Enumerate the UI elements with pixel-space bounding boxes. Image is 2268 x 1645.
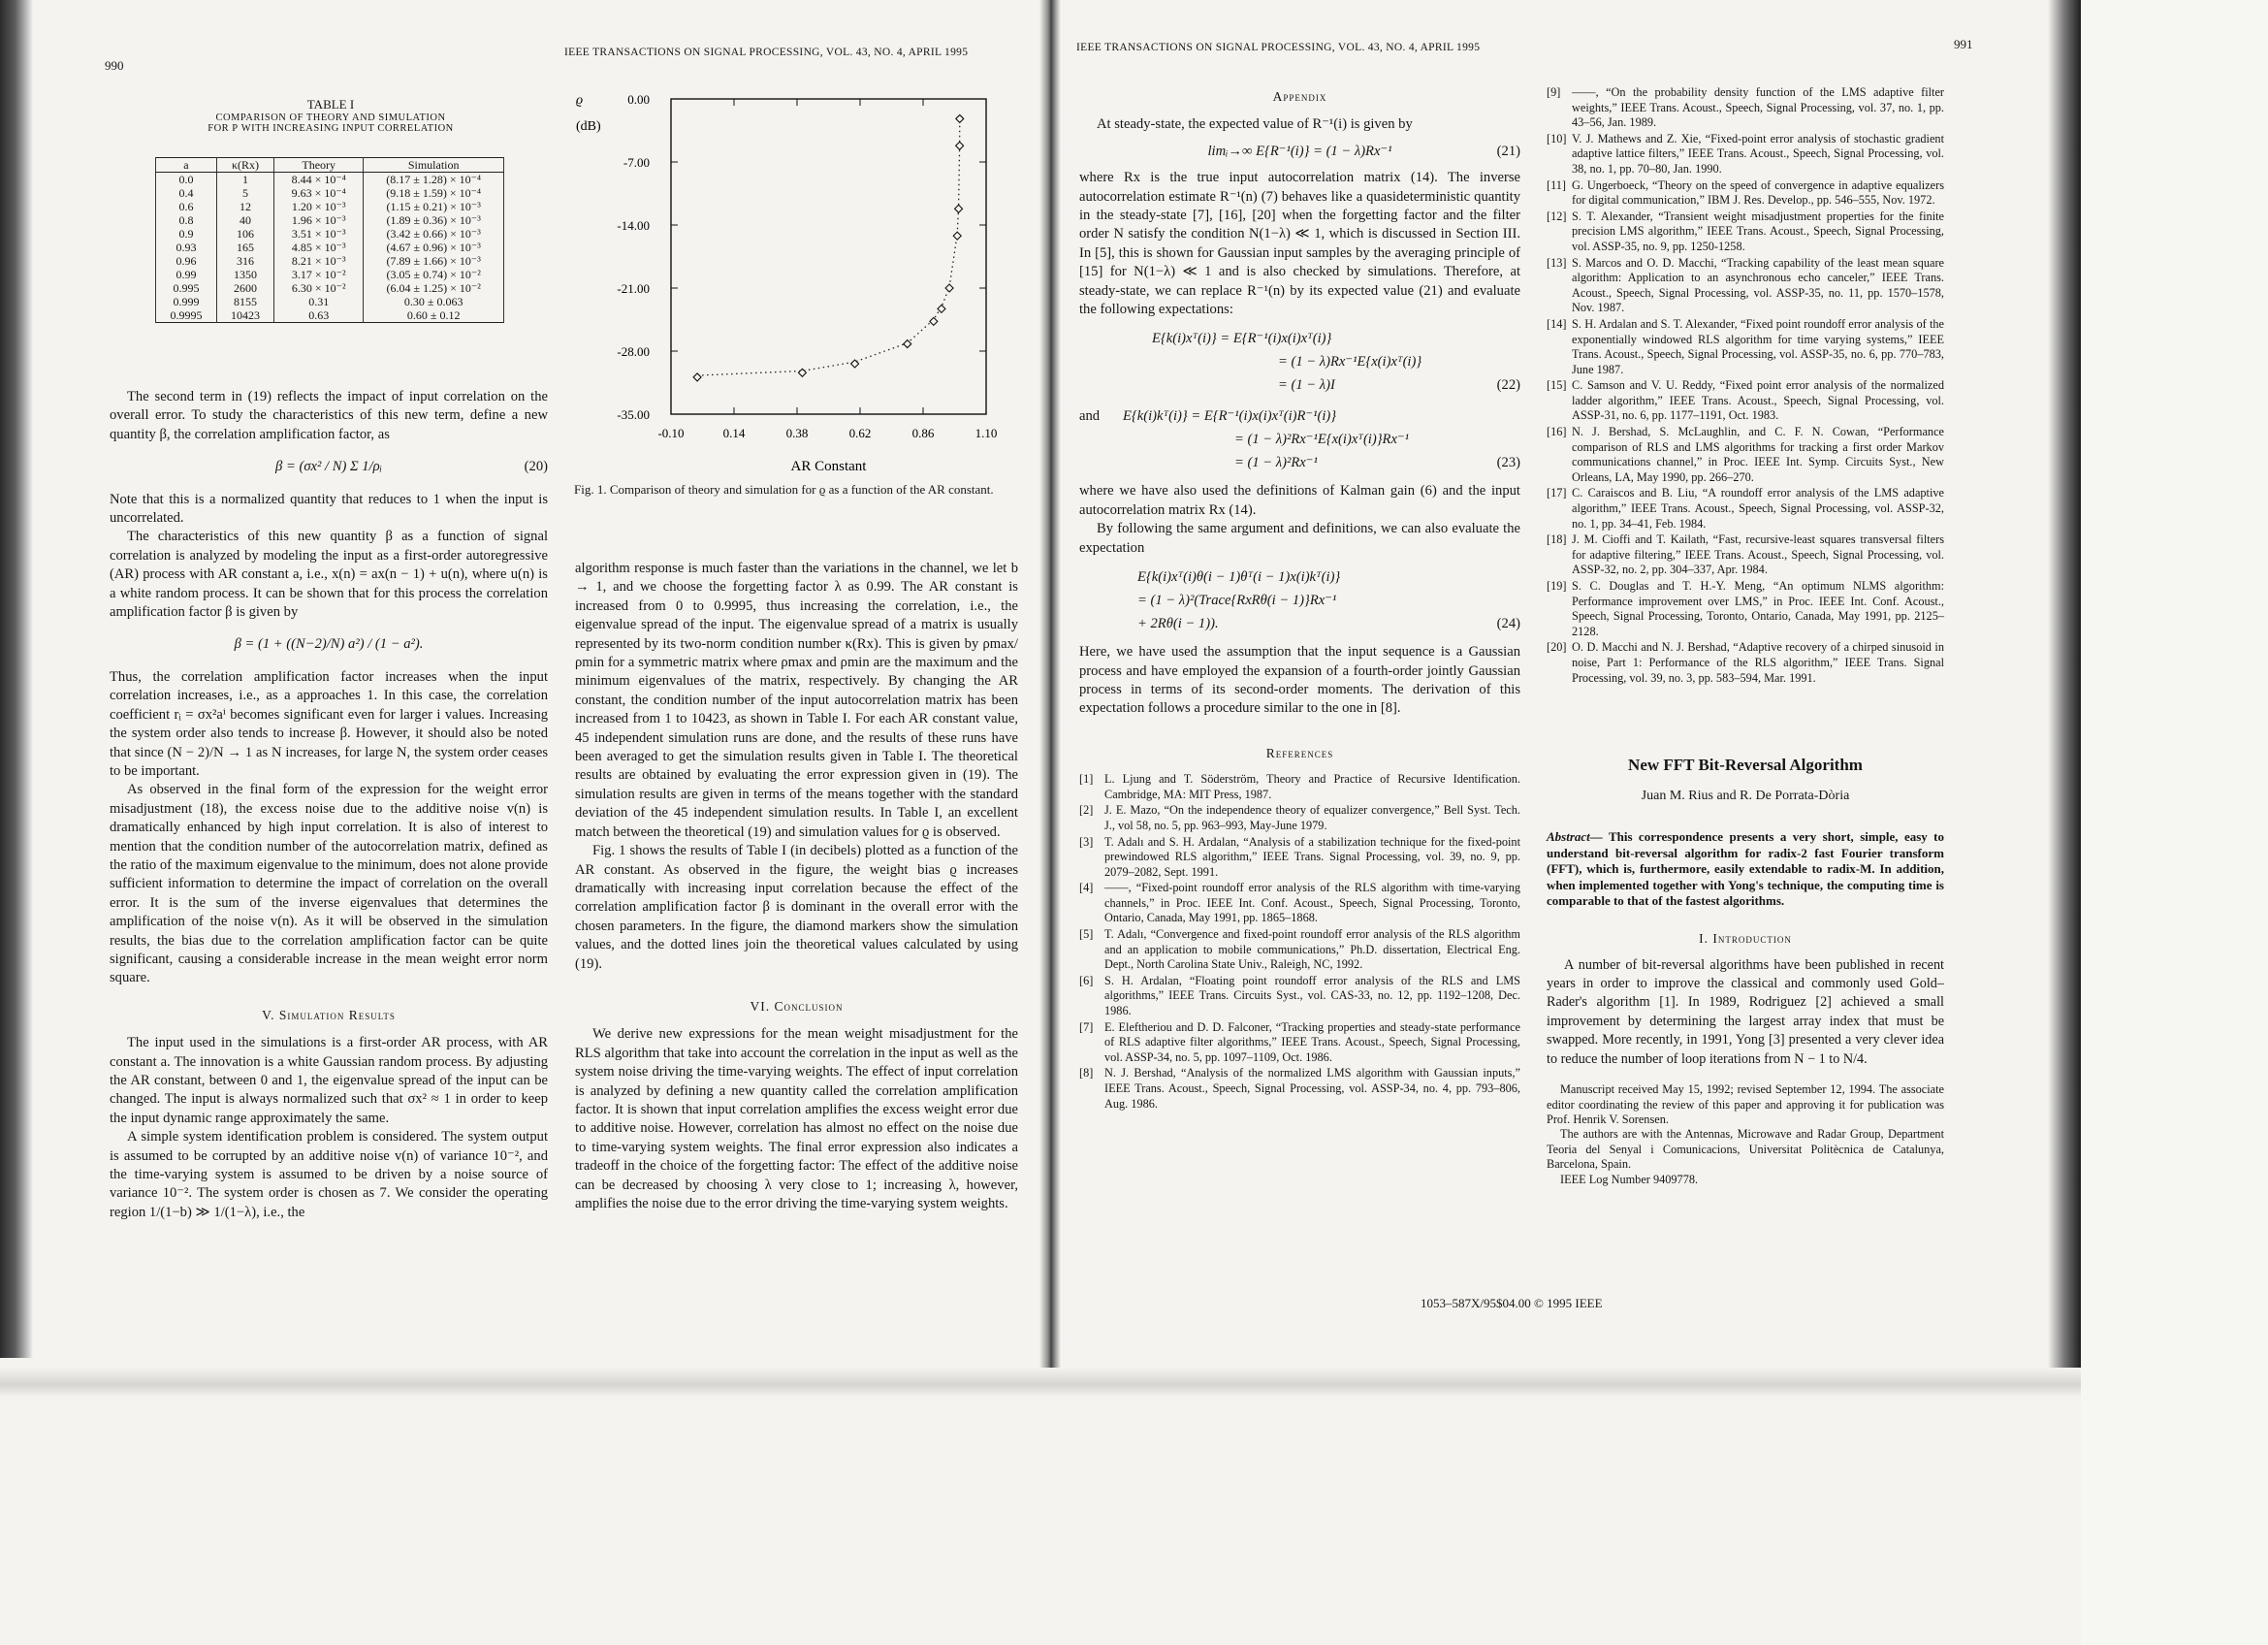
equation-text: β = (σx² / N) Σ 1/ρᵢ xyxy=(275,459,382,475)
scan-shadow-bottom xyxy=(0,1368,2081,1397)
table-cell: (1.89 ± 0.36) × 10⁻³ xyxy=(364,213,504,227)
equation-line: E{k(i)xᵀ(i)θ(i − 1)θᵀ(i − 1)x(i)kᵀ(i)} xyxy=(1137,569,1341,586)
y-tick-label: -7.00 xyxy=(623,155,650,170)
paragraph: The second term in (19) reflects the impact of input correlation on the overall error. To study the characteristics of this new term, define a new quantity β, the correlation amplification factor, as xyxy=(110,389,548,442)
table-cell: 0.99 xyxy=(156,268,217,281)
reference-item xyxy=(1079,927,1520,973)
x-tick-label: 0.62 xyxy=(848,426,872,440)
table-cell: 10423 xyxy=(216,308,273,323)
table-cell: 0.8 xyxy=(156,213,217,227)
reference-text: S. T. Alexander, “Transient weight misadjustment properties for the finite precision LMS algorithm,” IEEE Trans. Acoust., Speech, Signal Processing, vol. ASSP-35, no. 9, pp. 1250-1258. xyxy=(1572,209,1944,253)
table-row xyxy=(156,254,504,268)
equation-20 xyxy=(110,458,548,476)
scan-shadow-left xyxy=(0,0,33,1358)
reference-number: [19] xyxy=(1547,579,1567,593)
chart-svg xyxy=(574,87,1020,475)
paragraph: A simple system identification problem is considered. The system output is assumed to be corrupted by an additive noise v(n) of variance 10⁻², and the time-varying system is assumed to be driven by a noise source of variance 10⁻². The system order is chosen as 7. We consider the operating region 1/(1−b) ≫ 1/(1−λ), i.e., the xyxy=(110,1129,548,1220)
simulation-marker xyxy=(930,317,938,325)
x-tick-label: -0.10 xyxy=(657,426,685,440)
reference-text: N. J. Bershad, “Analysis of the normalized LMS algorithm with Gaussian inputs,” IEEE Trans. Acoust., Speech, Signal Processing, vol. ASSP-34, no. 4, pp. 793–806, Aug. 1986. xyxy=(1104,1066,1520,1111)
paragraph: As observed in the final form of the expression for the weight error misadjustment (18), the excess noise due to the additive noise v(n) is dramatically enhanced by high input correlation. It is also of interest to mention that the condition number of the autocorrelation matrix, defined as the ratio of the maximum eigenvalue to the minimum, does not alone provide sufficient information to determine the impact of correlation on the overall error. It is the sum of the inverse eigenvalues that determines the amplification of the noise v(n). As it will be observed in the simulation results, the bias due to the correlation amplification factor can be quite significant, causing a considerable increase in the mean weight error norm square. xyxy=(110,782,548,986)
paragraph: We derive new expressions for the mean weight misadjustment for the RLS algorithm that take into account the correlation in the input as well as the system noise driving the time-varying weights. The effect of input correlation is analyzed by defining a new quantity called the correlation amplification factor. It is shown that input correlation amplifies the excess weight error due to additive noise. However, correlation has almost no effect on the noise due to time-varying system weights. The final error expression also indicates a tradeoff in the choice of the forgetting factor: The effect of the additive noise can be decreased by choosing λ very close to 1; increasing λ, however, amplifies the noise due to the error driving the time-varying system weights. xyxy=(575,1026,1018,1211)
table-cell: (4.67 ± 0.96) × 10⁻³ xyxy=(364,241,504,254)
table-header-cell: a xyxy=(156,158,217,173)
reference-item xyxy=(1079,881,1520,926)
table-row xyxy=(156,241,504,254)
theory-series-line xyxy=(697,117,960,376)
abstract-label: Abstract— xyxy=(1547,829,1603,845)
equation-23 xyxy=(1079,404,1520,474)
reference-item xyxy=(1547,210,1944,255)
scanner-bed xyxy=(2081,0,2268,1645)
reference-text: S. C. Douglas and T. H.-Y. Meng, “An optimum NLMS algorithm: Performance improvement over LMS,” in Proc. IEEE Int. Conf. Acoust., Speech, Signal Processing, Toronto, Ontario, Canada, May 1991, pp. 2125–2128. xyxy=(1572,579,1944,638)
table-cell: (7.89 ± 1.66) × 10⁻³ xyxy=(364,254,504,268)
equation-line: = (1 − λ)I xyxy=(1278,377,1335,394)
reference-number: [2] xyxy=(1079,803,1094,818)
page-number-left: 990 xyxy=(105,58,124,73)
reference-number: [20] xyxy=(1547,640,1567,655)
reference-number: [4] xyxy=(1079,881,1094,895)
simulation-marker xyxy=(945,284,953,292)
reference-number: [15] xyxy=(1547,378,1567,393)
reference-text: E. Eleftheriou and D. D. Falconer, “Tracking properties and steady-state performance of RLS adaptive filter algorithms,” IEEE Trans. Acoust., Speech, Signal Processing, vol. ASSP-34, no. 5, pp. 1097–1109, Oct. 1986. xyxy=(1104,1019,1520,1064)
table-cell: 1.96 × 10⁻³ xyxy=(274,213,364,227)
table-cell: 0.4 xyxy=(156,186,217,200)
reference-list xyxy=(1547,85,1944,686)
footnotes xyxy=(1547,1082,1944,1187)
article-title: New FFT Bit-Reversal Algorithm xyxy=(1628,756,1863,775)
table-caption xyxy=(155,97,506,134)
table-cell: (9.18 ± 1.59) × 10⁻⁴ xyxy=(364,186,504,200)
simulation-marker xyxy=(956,114,964,122)
reference-text: L. Ljung and T. Söderström, Theory and Practice of Recursive Identification. Cambridge, MA: MIT Press, 1987. xyxy=(1104,772,1520,801)
reference-item xyxy=(1079,1066,1520,1112)
table-cell: 1350 xyxy=(216,268,273,281)
reference-item xyxy=(1547,317,1944,377)
table-row xyxy=(156,186,504,200)
reference-item xyxy=(1079,974,1520,1019)
table-cell: 0.6 xyxy=(156,200,217,213)
equation-number: (22) xyxy=(1496,377,1520,394)
equation-24 xyxy=(1079,565,1520,635)
reference-item xyxy=(1079,1020,1520,1066)
reference-item xyxy=(1079,803,1520,833)
equation-line: E{k(i)kᵀ(i)} = E{R⁻¹(i)x(i)xᵀ(i)R⁻¹(i)} xyxy=(1123,408,1337,425)
y-tick-label: -21.00 xyxy=(617,281,650,296)
reference-number: [11] xyxy=(1547,177,1567,192)
equation-text: β = (1 + ((N−2)/N) a²) / (1 − a²). xyxy=(234,636,424,653)
table-cell: 0.30 ± 0.063 xyxy=(364,295,504,308)
table-cell: (3.05 ± 0.74) × 10⁻² xyxy=(364,268,504,281)
table-row xyxy=(156,281,504,295)
table-caption-line1: COMPARISON OF THEORY AND SIMULATION xyxy=(215,113,446,123)
left-page-col2 xyxy=(575,560,1018,1213)
table-cell: 0.995 xyxy=(156,281,217,295)
y-tick-label: -28.00 xyxy=(617,344,650,359)
paragraph: Thus, the correlation amplification factor increases when the input correlation increases, i.e., as a approaches 1. In this case, the correlation coefficient rᵢ = σx²aⁱ becomes significant even for larger i values. Increasing the system order also tends to increase β. However, it should also be noted that since (N − 2)/N → 1 as N increases, for large N, the system order ceases to be important. xyxy=(110,668,548,779)
equation-22 xyxy=(1079,327,1520,397)
table-cell: 0.93 xyxy=(156,241,217,254)
table-cell: (1.15 ± 0.21) × 10⁻³ xyxy=(364,200,504,213)
y-axis-symbol: ϱ xyxy=(576,93,584,108)
reference-text: C. Samson and V. U. Reddy, “Fixed point error analysis of the normalized ladder algorithm,” IEEE Trans. Acoust., Speech, Signal Processing, vol. ASSP-31, no. 6, pp. 1177–1191, Oct. 1983. xyxy=(1572,378,1944,423)
table-1 xyxy=(155,157,504,323)
table-cell: (8.17 ± 1.28) × 10⁻⁴ xyxy=(364,173,504,187)
y-tick-label: 0.00 xyxy=(627,92,650,107)
table-cell: 0.999 xyxy=(156,295,217,308)
simulation-marker xyxy=(955,205,963,212)
y-axis-unit: (dB) xyxy=(576,119,601,134)
table-cell: 9.63 × 10⁻⁴ xyxy=(274,186,364,200)
table-cell: 4.85 × 10⁻³ xyxy=(274,241,364,254)
footnote: IEEE Log Number 9409778. xyxy=(1560,1172,1699,1186)
reference-number: [5] xyxy=(1079,927,1094,942)
equation-line: + 2Rθ(i − 1)). xyxy=(1137,616,1219,632)
table-cell: 0.31 xyxy=(274,295,364,308)
reference-number: [18] xyxy=(1547,532,1567,547)
table-cell: 6.30 × 10⁻² xyxy=(274,281,364,295)
reference-number: [16] xyxy=(1547,425,1567,439)
simulation-marker xyxy=(938,305,945,312)
simulation-marker xyxy=(904,340,911,348)
equation-line: = (1 − λ)²Rx⁻¹ xyxy=(1234,455,1318,471)
paragraph: The input used in the simulations is a first-order AR process, with AR constant a. The innovation is a white Gaussian random process. By adjusting the AR constant, between 0 and 1, the eigenvalue spread of the input can be changed. The input is always normalized such that σx² ≈ 1 in order to keep the input dynamic range approximately the same. xyxy=(110,1035,548,1126)
table-cell: 12 xyxy=(216,200,273,213)
reference-number: [17] xyxy=(1547,486,1567,500)
section-heading: VI. Conclusion xyxy=(750,998,844,1014)
reference-item xyxy=(1079,835,1520,881)
footnote: The authors are with the Antennas, Microwave and Radar Group, Department Teoria del Senyal i Comunicacions, Universitat Politècnica de Catalunya, Barcelona, Spain. xyxy=(1547,1127,1944,1172)
table-cell: 5 xyxy=(216,186,273,200)
table-cell: 0.0 xyxy=(156,173,217,187)
y-tick-label: -35.00 xyxy=(617,407,650,422)
running-head-right: IEEE TRANSACTIONS ON SIGNAL PROCESSING, VOL. 43, NO. 4, APRIL 1995 xyxy=(1076,42,1481,53)
reference-number: [9] xyxy=(1547,85,1561,99)
table-caption-line2: FOR Ρ WITH INCREASING INPUT CORRELATION xyxy=(208,123,454,134)
table-cell: 316 xyxy=(216,254,273,268)
x-tick-label: 0.38 xyxy=(785,426,809,440)
and-label: and xyxy=(1079,408,1101,425)
table-cell: 2600 xyxy=(216,281,273,295)
table-cell: 0.63 xyxy=(274,308,364,323)
reference-text: ——, “Fixed-point roundoff error analysis of the RLS algorithm with time-varying channels,” in Proc. IEEE Int. Conf. Acoust., Speech, Signal Processing, Toronto, Ontario, Canada, May 1991, pp. 1865–1868. xyxy=(1104,881,1520,925)
equation-line: = (1 − λ)²Rx⁻¹E{x(i)xᵀ(i)}Rx⁻¹ xyxy=(1234,432,1410,448)
reference-item xyxy=(1079,772,1520,802)
reference-item xyxy=(1547,532,1944,578)
table-cell: (3.42 ± 0.66) × 10⁻³ xyxy=(364,227,504,241)
reference-item xyxy=(1547,132,1944,177)
section-heading: I. Introduction xyxy=(1699,930,1792,946)
table-cell: 106 xyxy=(216,227,273,241)
table-label: TABLE I xyxy=(306,97,355,112)
right-page-col2 xyxy=(1547,85,1944,1187)
reference-text: J. E. Mazo, “On the independence theory of equalizer convergence,” Bell Syst. Tech. J., vol 58, no. 5, pp. 963–993, May-June 1979. xyxy=(1104,803,1520,832)
abstract xyxy=(1547,829,1944,910)
reference-text: T. Adalı and S. H. Ardalan, “Analysis of a stabilization technique for the fixed-point prewindowed RLS algorithm,” IEEE Trans. Signal Processing, vol. 39, no. 9, pp. 2079–2082, Sept. 1991. xyxy=(1104,834,1520,879)
reference-item xyxy=(1547,425,1944,485)
reference-number: [8] xyxy=(1079,1066,1094,1081)
x-tick-label: 0.14 xyxy=(722,426,746,440)
table-cell: 0.60 ± 0.12 xyxy=(364,308,504,323)
reference-number: [10] xyxy=(1547,131,1567,145)
reference-item xyxy=(1547,85,1944,131)
reference-text: G. Ungerboeck, “Theory on the speed of convergence in adaptive equalizers for digital communication,” IBM J. Res. Develop., pp. 546–555, Nov. 1972. xyxy=(1572,177,1944,208)
reference-text: S. Marcos and O. D. Macchi, “Tracking capability of the least mean square algorithm: Application to an asynchronous echo canceler,” IEEE Trans. Acoust., Speech, Signal Processing, vol. ASSP-35, no. 11, pp. 1570–1578, Nov. 1987. xyxy=(1572,255,1944,315)
paragraph: where Rx is the true input autocorrelation matrix (14). The inverse autocorrelation estimate R⁻¹(n) (7) behaves like a quasideterministic quantity in the steady-state [7], [16], [20] when the forgetting factor and the filter order N satisfy the condition N(1−λ) ≪ 1, which is discussed in Section III. In [5], this is shown for Gaussian input samples by the averaging principle of [15] for N(1−λ) ≪ 1 and is also checked by simulations. Therefore, at steady-state, we can replace R⁻¹(n) by its expected value (21) and evaluate the following expectations: xyxy=(1079,170,1520,318)
reference-text: V. J. Mathews and Z. Xie, “Fixed-point error analysis of stochastic gradient adaptive lattice filters,” IEEE Trans. Acoust., Speech, Signal Processing, vol. 38, no. 1, pp. 70–80, Jan. 1990. xyxy=(1572,131,1944,176)
table-cell: 3.17 × 10⁻² xyxy=(274,268,364,281)
x-tick-label: 0.86 xyxy=(911,426,935,440)
appendix xyxy=(1079,87,1520,1113)
table-cell: 8155 xyxy=(216,295,273,308)
reference-text: N. J. Bershad, S. McLaughlin, and C. F. N. Cowan, “Performance comparison of RLS and LMS algorithms for tracking a first order Markov communications channel,” in Proc. IEEE Int. Symp. Circuits Syst., New Orleans, LA, May 1990, pp. 266–270. xyxy=(1572,425,1944,484)
table-header-cell: κ(Rx) xyxy=(216,158,273,173)
table-cell: 3.51 × 10⁻³ xyxy=(274,227,364,241)
table-header-cell: Simulation xyxy=(364,158,504,173)
section-heading: V. Simulation Results xyxy=(262,1007,396,1022)
table-row xyxy=(156,308,504,323)
equation-number: (20) xyxy=(524,459,548,475)
table-cell: 0.9 xyxy=(156,227,217,241)
table-row xyxy=(156,295,504,308)
table-row xyxy=(156,173,504,187)
reference-list xyxy=(1079,772,1520,1112)
paragraph: algorithm response is much faster than the variations in the channel, we let b → 1, and we choose the forgetting factor λ as 0.99. The AR constant is increased from 0 to 0.9995, thus increasing the correlation, i.e., the eigenvalue spread of the input. The eigenvalue spread of a matrix is usually represented by its two-norm condition number κ(Rx). This is given by ρmax/ρmin for a symmetric matrix where ρmax and ρmin are the maximum and the minimum eigenvalues of the matrix, respectively. By changing the AR constant, the condition number of the input autocorrelation matrix has been increased from 1 to 10423, as shown in Table I. For each AR constant value, 45 independent simulation runs are done, and the results of these runs have been averaged to get the simulation results given in Table I. The theoretical results are obtained by evaluating the error expression given in (19). The simulation results are given in terms of the means together with the standard deviation of the 45 independent simulation results. In Table I, an excellent match between the theoretical (19) and simulation values for ϱ is observed. xyxy=(575,561,1018,840)
equation-number: (21) xyxy=(1496,143,1520,159)
reference-number: [14] xyxy=(1547,316,1567,331)
reference-number: [1] xyxy=(1079,772,1094,787)
table-cell: 0.9995 xyxy=(156,308,217,323)
reference-text: T. Adalı, “Convergence and fixed-point roundoff error analysis of the RLS algorithm and an application to mobile communications,” Ph.D. dissertation, Electrical Eng. Dept., North Carolina State Univ., Raleigh, NC, 1992. xyxy=(1104,927,1520,972)
table-cell: 1 xyxy=(216,173,273,187)
table-cell: 0.96 xyxy=(156,254,217,268)
equation-text: limᵢ→∞ E{R⁻¹(i)} = (1 − λ)Rx⁻¹ xyxy=(1207,143,1392,159)
table-row xyxy=(156,227,504,241)
table-row xyxy=(156,268,504,281)
page-number-right: 991 xyxy=(1954,37,1973,51)
table-cell: 165 xyxy=(216,241,273,254)
table-cell: 8.21 × 10⁻³ xyxy=(274,254,364,268)
equation-line: = (1 − λ)²(Trace{RxRθ(i − 1)}Rx⁻¹ xyxy=(1137,593,1337,609)
equation-number: (23) xyxy=(1496,455,1520,471)
paragraph: By following the same argument and definitions, we can also evaluate the expectation xyxy=(1079,521,1520,556)
simulation-marker xyxy=(953,232,961,240)
book-gutter xyxy=(1039,0,1061,1397)
section-heading: Appendix xyxy=(1272,89,1327,104)
simulation-marker xyxy=(956,142,964,149)
reference-number: [3] xyxy=(1079,834,1094,849)
x-tick-label: 1.10 xyxy=(974,426,998,440)
equation-line: = (1 − λ)Rx⁻¹E{x(i)xᵀ(i)} xyxy=(1278,354,1422,371)
reference-number: [7] xyxy=(1079,1019,1094,1034)
reference-text: C. Caraiscos and B. Liu, “A roundoff error analysis of the LMS adaptive algorithm,” IEEE Trans. Acoust., Speech, Signal Processing, vol. ASSP-32, no. 1, pp. 34–41, Feb. 1984. xyxy=(1572,486,1944,531)
paragraph: The characteristics of this new quantity β as a function of signal correlation is analyzed by modeling the input as a first-order autoregressive (AR) process with AR constant a, i.e., x(n) = ax(n − 1) + u(n), where u(n) is a white random process. It can be shown that for this process the correlation amplification factor β is given by xyxy=(110,529,548,621)
references-heading: References xyxy=(1265,745,1334,760)
reference-number: [13] xyxy=(1547,255,1567,270)
reference-text: S. H. Ardalan, “Floating point roundoff error analysis of the RLS and LMS algorithms,” IEEE Trans. Circuits Syst., vol. CAS-33, no. 12, pp. 1192–1208, Dec. 1986. xyxy=(1104,973,1520,1018)
reference-item xyxy=(1547,579,1944,639)
reference-item xyxy=(1547,640,1944,686)
reference-item xyxy=(1547,486,1944,532)
running-head-left: IEEE TRANSACTIONS ON SIGNAL PROCESSING, VOL. 43, NO. 4, APRIL 1995 xyxy=(564,47,969,58)
simulation-marker xyxy=(693,373,701,381)
reference-item xyxy=(1547,178,1944,209)
paragraph: Note that this is a normalized quantity that reduces to 1 when the input is uncorrelated. xyxy=(110,491,548,527)
equation-line: E{k(i)xᵀ(i)} = E{R⁻¹(i)x(i)xᵀ(i)} xyxy=(1152,331,1332,347)
reference-item xyxy=(1547,378,1944,424)
paragraph: At steady-state, the expected value of R⁻¹(i) is given by xyxy=(1097,116,1413,133)
figure-1 xyxy=(574,87,1020,495)
table-row xyxy=(156,200,504,213)
table-cell: 40 xyxy=(216,213,273,227)
equation-number: (24) xyxy=(1496,616,1520,632)
article-authors: Juan M. Rius and R. De Porrata-Dòria xyxy=(1641,789,1850,804)
footnote: Manuscript received May 15, 1992; revised September 12, 1994. The associate editor coordinating the review of this paper and approving it for publication was Prof. Henrik V. Sorensen. xyxy=(1547,1082,1944,1126)
reference-number: [12] xyxy=(1547,209,1567,223)
copyright-line: 1053–587X/95$04.00 © 1995 IEEE xyxy=(1421,1296,1603,1310)
table-cell: 8.44 × 10⁻⁴ xyxy=(274,173,364,187)
reference-text: J. M. Cioffi and T. Kailath, “Fast, recursive-least squares transversal filters for adaptive filtering,” IEEE Trans. Acoust., Speech, Signal Processing, vol. ASSP-32, no. 2, pp. 304–337, Apr. 1984. xyxy=(1572,532,1944,577)
intro xyxy=(1547,956,1944,1069)
abstract-text: This correspondence presents a very short, simple, easy to understand bit-reversal algorithm for radix-2 fast Fourier transform (FFT), which is, furthermore, easily extendable to radix-M. In addition, when implemented together with Yong's technique, the computing time is comparable to that of the fastest algorithms. xyxy=(1547,829,1945,909)
reference-number: [6] xyxy=(1079,973,1094,987)
table-row xyxy=(156,213,504,227)
paragraph: Here, we have used the assumption that the input sequence is a Gaussian process and have employed the expansion of a fourth-order jointly Gaussian process in terms of its second-order moments. The derivation of this expectation follows a procedure similar to the one in [8]. xyxy=(1079,644,1520,717)
y-tick-label: -14.00 xyxy=(617,218,650,233)
reference-text: ——, “On the probability density function of the LMS adaptive filter weights,” IEEE Trans. Acoust., Speech, Signal Processing, vol. 37, no. 1, pp. 43–56, Jan. 1989. xyxy=(1572,85,1944,130)
paragraph: Fig. 1 shows the results of Table I (in decibels) plotted as a function of the AR constant. As observed in the figure, the weight bias ϱ increases dramatically with increasing input correlation because the effect of the correlation amplification factor β is dominant in the overall error with the chosen parameters. In the figure, the diamond markers show the simulation values, and the dotted lines join the theoretical values calculated by using (19). xyxy=(575,843,1018,972)
scan-shadow-right xyxy=(2048,0,2081,1397)
table-cell: 1.20 × 10⁻³ xyxy=(274,200,364,213)
paragraph: A number of bit-reversal algorithms have been published in recent years in order to improve the classical and commonly used Gold–Rader's algorithm [1]. In 1989, Rodriguez [2] achieved a small improvement by determining the largest array index that must be swapped. More recently, in 1991, Yong [3] presented a very clever idea to reduce the number of loop iterations from N − 1 to N/4. xyxy=(1547,956,1944,1067)
table-cell: (6.04 ± 1.25) × 10⁻² xyxy=(364,281,504,295)
paragraph: where we have also used the definitions of Kalman gain (6) and the input autocorrelation matrix Rx (14). xyxy=(1079,483,1520,518)
reference-item xyxy=(1547,256,1944,316)
x-axis-label: AR Constant xyxy=(790,459,867,474)
left-page-col1 xyxy=(110,388,548,1222)
equation-21 xyxy=(1079,143,1520,161)
reference-text: S. H. Ardalan and S. T. Alexander, “Fixed point roundoff error analysis of the exponentially windowed RLS algorithm for time varying systems,” IEEE Trans. Acoust., Speech, Signal Processing, vol. ASSP-35, no. 6, pp. 770–783, June 1987. xyxy=(1572,316,1944,376)
reference-text: O. D. Macchi and N. J. Bershad, “Adaptive recovery of a chirped sinusoid in noise, Part 1: Performance of the RLS algorithm,” IEEE Trans. Signal Processing, vol. 39, no. 3, pp. 583–594, Mar. 1991. xyxy=(1572,640,1944,685)
table-header-cell: Theory xyxy=(274,158,364,173)
figure-caption: Fig. 1. Comparison of theory and simulation for ϱ as a function of the AR constant. xyxy=(574,482,994,497)
equation-beta xyxy=(110,635,548,654)
